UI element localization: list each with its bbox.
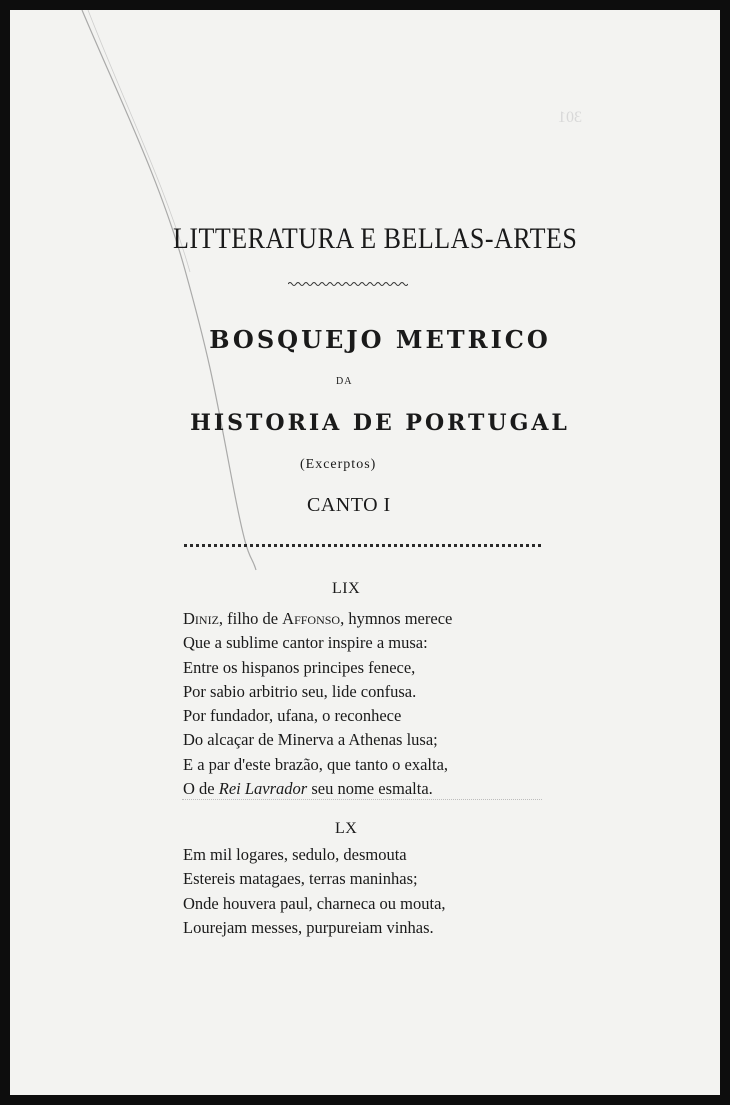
verse-line: Estereis matagaes, terras maninhas; (183, 869, 418, 889)
verse-text: seu nome esmalta. (307, 779, 433, 799)
title-connector: DA (336, 376, 353, 387)
verse-line: Que a sublime cantor inspire a musa: (183, 633, 428, 653)
subtitle: (Excerptos) (300, 457, 377, 472)
verse-line: Onde houvera paul, charneca ou mouta, (183, 893, 446, 913)
verse-line: Do alcaçar de Minerva a Athenas lusa; (183, 730, 438, 750)
verse-line: Por sabio arbitrio seu, lide confusa. (183, 681, 417, 701)
verse-line: Entre os hispanos principes fenece, (183, 657, 416, 677)
main-title-top: BOSQUEJO METRICO (209, 325, 551, 354)
stanza-lix (183, 607, 452, 801)
verse-line: Por fundador, ufana, o reconhece (183, 706, 402, 726)
verse-text: , filho de (218, 609, 283, 628)
name-diniz: Diniz (183, 609, 219, 628)
verse-line: Em mil logares, sedulo, desmouta (183, 845, 407, 864)
verse-text: O de (183, 779, 219, 799)
stanza-lx (183, 843, 446, 940)
epithet-rei-lavrador: Rei Lavrador (218, 779, 308, 799)
document-page (10, 10, 720, 1095)
verse-line (183, 607, 452, 631)
section-title: LITTERATURA E BELLAS-ARTES (173, 222, 578, 255)
name-affonso: Affonso (282, 609, 341, 628)
page-number-bleed: 301 (558, 109, 582, 126)
canto-heading: CANTO I (307, 494, 391, 516)
stanza-number-lix: LIX (332, 580, 361, 597)
stanza-number-lx: LX (335, 820, 358, 837)
verse-line: Lourejam messes, purpureiam vinhas. (183, 917, 434, 937)
verse-text: , hymnos merece (340, 609, 453, 628)
faint-separator (182, 799, 542, 800)
wavy-divider (288, 280, 408, 288)
main-title-bottom: HISTORIA DE PORTUGAL (190, 410, 570, 436)
verse-line (183, 777, 452, 801)
dotted-separator (184, 544, 541, 547)
verse-line: E a par d'este brazão, que tanto o exalta, (183, 754, 449, 774)
